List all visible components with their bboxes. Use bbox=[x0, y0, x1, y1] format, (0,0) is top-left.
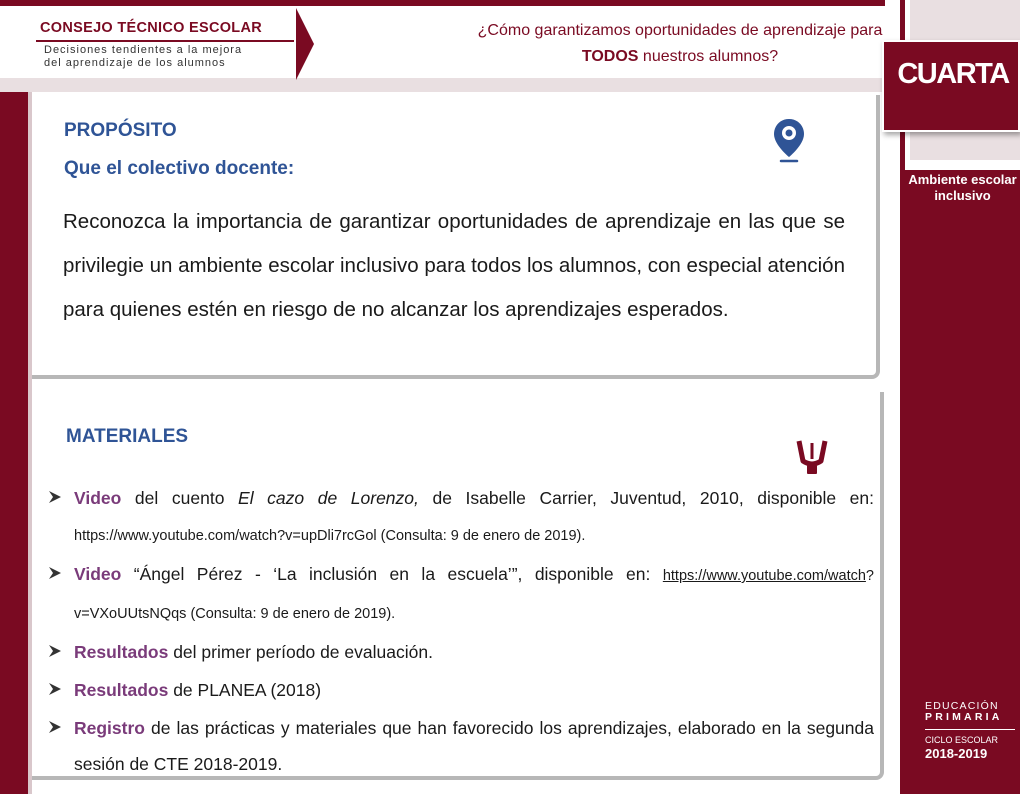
material-lead: Resultados bbox=[74, 642, 169, 662]
purpose-title: PROPÓSITO bbox=[64, 120, 177, 141]
arrow-bullet-icon bbox=[48, 566, 62, 580]
material-text: “Ángel Pérez - ‘La inclusión en la escuela’”, disponible en: bbox=[121, 564, 663, 584]
chevron-arrow-icon bbox=[296, 8, 314, 80]
material-text: del primer período de evaluación. bbox=[168, 642, 433, 662]
material-text: de las prácticas y materiales que han favorecido los aprendizajes, elaborado en la segunda sesión de CTE 2018-2019. bbox=[74, 718, 874, 774]
cte-title: CONSEJO TÉCNICO ESCOLAR bbox=[40, 20, 263, 36]
purpose-body: Reconozca la importancia de garantizar oportunidades de aprendizaje en las que se privilegie un ambiente escolar inclusivo para todos los alumnos, con especial atención para quienes estén en riesgo de no alcanzar los aprendizajes esperados. bbox=[63, 210, 845, 321]
school-cycle-label: CICLO ESCOLAR bbox=[925, 735, 999, 745]
cte-divider bbox=[36, 40, 294, 42]
left-accent-strip bbox=[0, 0, 28, 794]
materials-list bbox=[48, 480, 874, 784]
arrow-bullet-icon bbox=[48, 720, 62, 734]
material-text: del cuento bbox=[121, 488, 239, 508]
theme-label: Ambiente escolar inclusivo bbox=[908, 172, 1017, 203]
list-item bbox=[48, 634, 874, 670]
pen-nib-icon bbox=[795, 437, 829, 477]
header-top-band bbox=[0, 0, 885, 6]
primaria-label: PRIMARIA bbox=[925, 711, 1003, 723]
school-cycle-year: 2018-2019 bbox=[925, 746, 988, 761]
material-text: de PLANEA (2018) bbox=[168, 680, 322, 700]
map-pin-icon bbox=[772, 117, 806, 165]
list-item bbox=[48, 672, 874, 708]
materials-title: MATERIALES bbox=[66, 426, 189, 447]
session-label: CUARTA bbox=[897, 58, 1009, 90]
arrow-bullet-icon bbox=[48, 644, 62, 658]
education-label: EDUCACIÓN bbox=[925, 700, 999, 712]
material-link[interactable]: https://www.youtube.com/watch bbox=[662, 568, 866, 584]
cte-subtitle-line-2: del aprendizaje de los alumnos bbox=[44, 57, 226, 69]
material-url: ?v=VXoUUtsNQqs (Consulta: 9 de enero de 2019). bbox=[74, 568, 874, 622]
material-lead: Registro bbox=[74, 718, 145, 738]
education-divider bbox=[925, 729, 1015, 730]
header-bottom-band bbox=[0, 78, 885, 92]
material-url[interactable]: https://www.youtube.com/watch?v=upDli7rcGol (Consulta: 9 de enero de 2019). bbox=[74, 528, 586, 544]
cte-subtitle bbox=[44, 44, 242, 70]
material-text: de Isabelle Carrier, Juventud, 2010, disponible en: bbox=[418, 488, 874, 508]
list-item bbox=[48, 556, 874, 632]
material-lead: Video bbox=[74, 488, 122, 508]
list-item bbox=[48, 480, 874, 554]
guiding-question-pre: ¿Cómo garantizamos oportunidades de aprendizaje para bbox=[477, 22, 883, 39]
guiding-question-post: nuestros alumnos? bbox=[638, 48, 779, 65]
arrow-bullet-icon bbox=[48, 682, 62, 696]
list-item bbox=[48, 710, 874, 782]
education-label-block bbox=[925, 700, 1020, 761]
cte-subtitle-line-1: Decisiones tendientes a la mejora bbox=[44, 44, 243, 56]
purpose-subtitle: Que el colectivo docente: bbox=[64, 158, 295, 179]
material-lead: Video bbox=[74, 564, 122, 584]
header bbox=[0, 0, 885, 82]
guiding-question bbox=[470, 18, 890, 70]
guiding-question-bold: TODOS bbox=[581, 48, 639, 65]
cte-label-block bbox=[34, 14, 296, 76]
material-book-title: El cazo de Lorenzo, bbox=[238, 488, 419, 508]
session-badge bbox=[882, 40, 1020, 132]
material-lead: Resultados bbox=[74, 680, 169, 700]
arrow-bullet-icon bbox=[48, 490, 62, 504]
